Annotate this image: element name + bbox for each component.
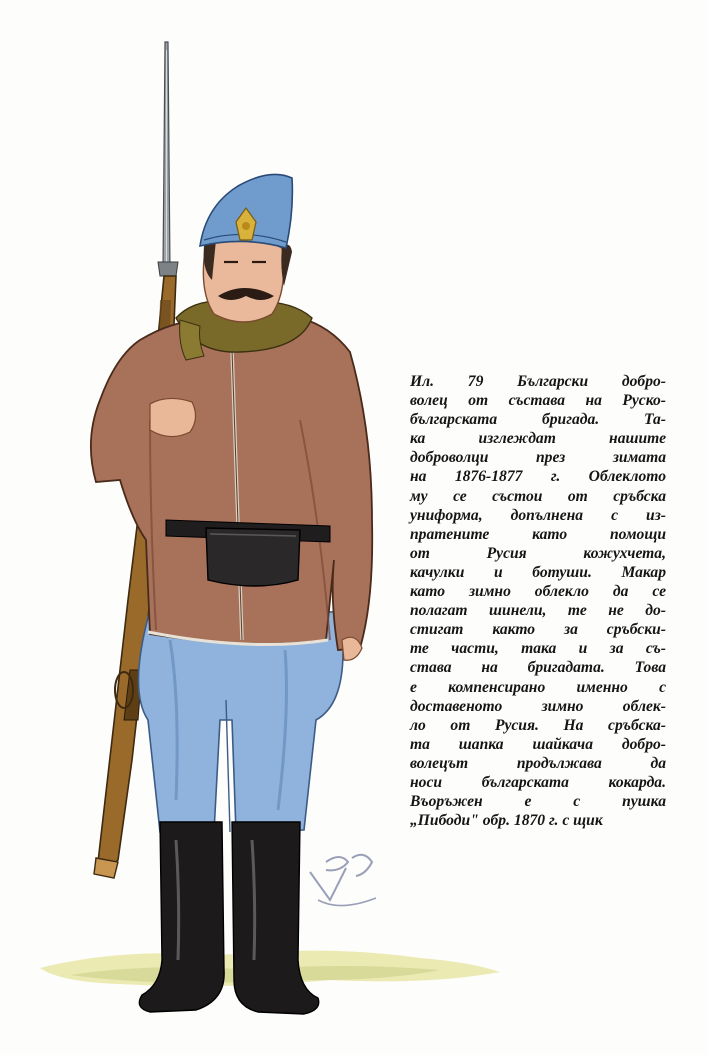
caption-line: стигат както за сръбски-: [410, 621, 666, 639]
caption-line: носи българската кокарда.: [410, 773, 666, 791]
caption-line: волецът продължава да: [410, 754, 666, 772]
caption-line: от Русия кожухчета,: [410, 544, 666, 562]
sajkaca-cap: [200, 174, 292, 248]
artist-signature: [310, 855, 376, 906]
caption-line: качулки и ботуши. Макар: [410, 563, 666, 581]
caption-line: ло от Русия. На сръбска-: [410, 716, 666, 734]
caption-line: като зимно облекло да се: [410, 583, 666, 601]
caption-line: е компенсирано именно с: [410, 678, 666, 696]
caption-line: ка изглеждат нашите: [410, 430, 666, 448]
caption-line: волец от състава на Руско-: [410, 392, 666, 410]
caption-line: българската бригада. Та-: [410, 411, 666, 429]
caption-line: Ил. 79 Български добро-: [410, 373, 666, 390]
caption-line: униформа, допълнена с из-: [410, 506, 666, 524]
caption-line: на 1876-1877 г. Облеклото: [410, 468, 666, 486]
caption-line: става на бригадата. Това: [410, 659, 666, 677]
caption-line: Въоръжен е с пушка: [410, 793, 666, 811]
caption-line: полагат шинели, те не до-: [410, 602, 666, 620]
caption-line: те части, така и за съ-: [410, 640, 666, 658]
caption-line: та шапка шайкача добро-: [410, 735, 666, 753]
caption-line: „Пибоди" обр. 1870 г. с щик: [410, 812, 603, 830]
caption-line: доброволци през зимата: [410, 449, 666, 467]
caption-line: пратените като помощи: [410, 525, 666, 543]
figure-caption: [410, 372, 666, 830]
caption-line: му се състои от сръбска: [410, 487, 666, 505]
caption-line: доставеното зимно облек-: [410, 697, 666, 715]
